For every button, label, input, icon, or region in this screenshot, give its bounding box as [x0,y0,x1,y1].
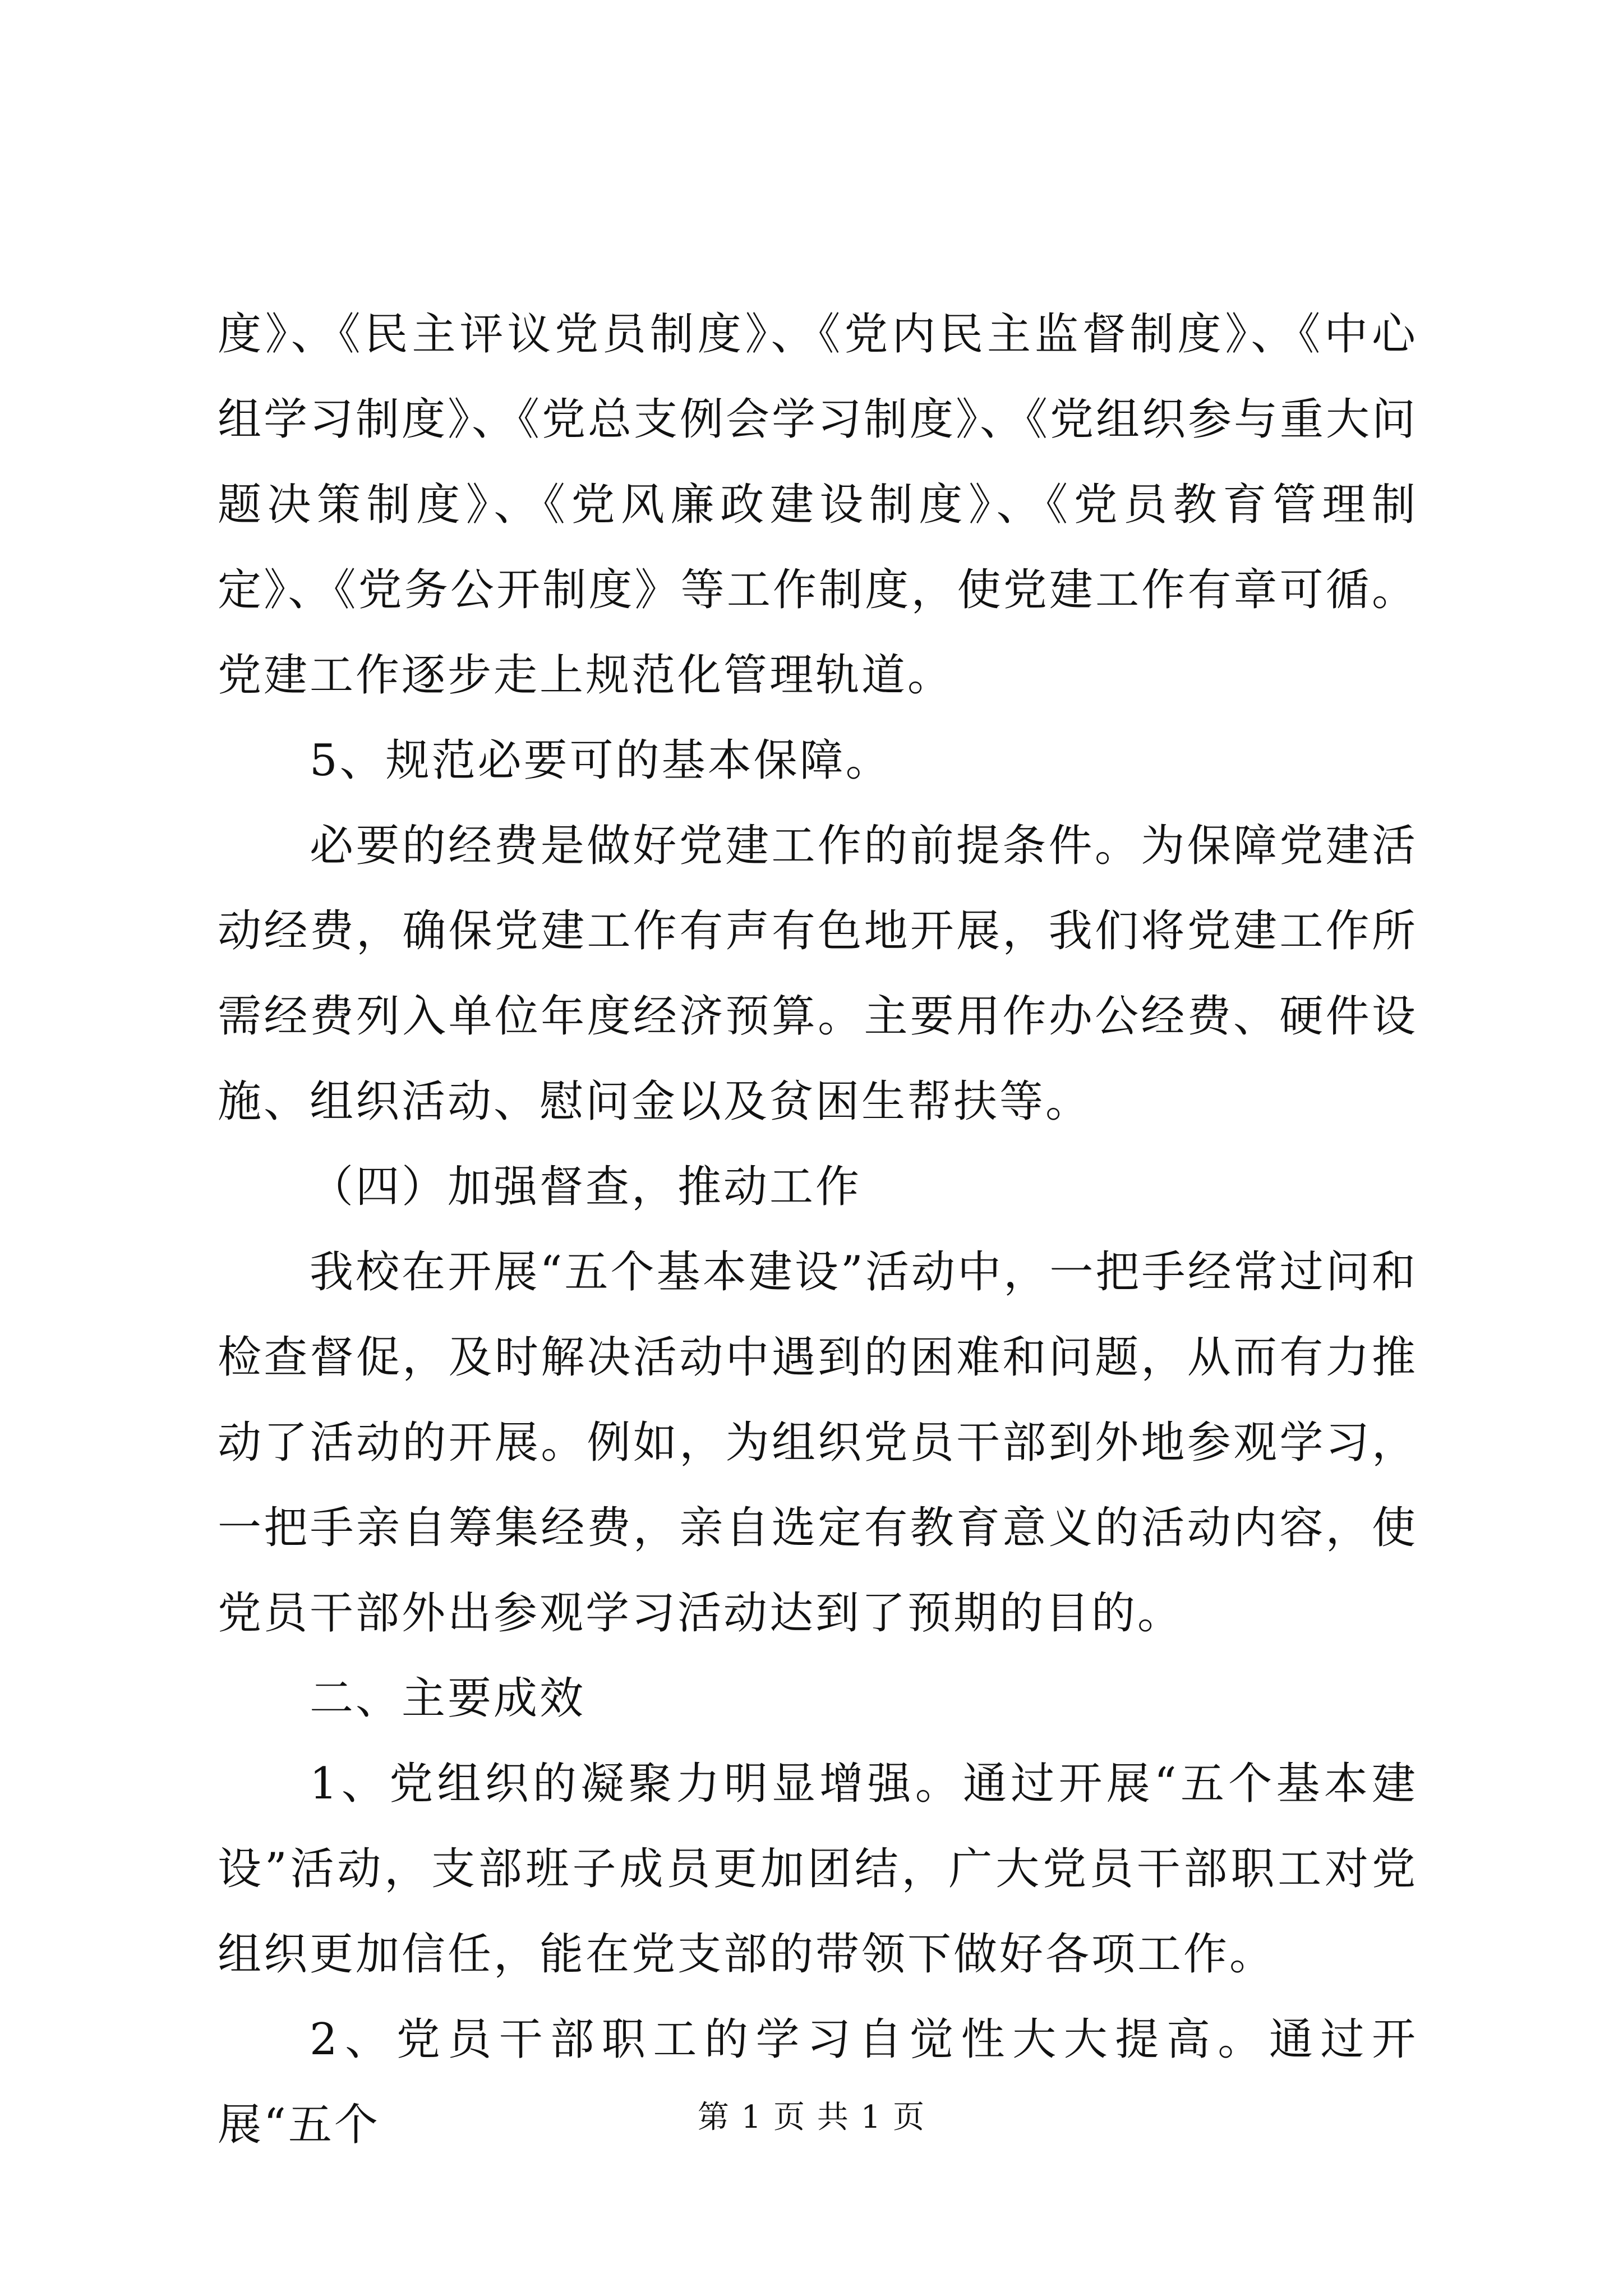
page-footer: 第 1 页 共 1 页 [697,2099,926,2136]
paragraph-heading-results: 二、主要成效 [310,1673,586,1724]
paragraph-result-1: 1、党组织的凝聚力明显增强。通过开展“五个基本建设”活动，支部班子成员更加团结，广大党员干部职工对党组织更加信任，能在党支部的带领下做好各项工作。 [218,1759,1418,1980]
paragraph-supervision: 我校在开展“五个基本建设”活动中，一把手经常过问和检查督促，及时解决活动中遇到的困难和问题，从而有力推动了活动的开展。例如，为组织党员干部到外地参观学习，一把手亲自筹集经费，亲自选定有教育意义的活动内容，使党员干部外出参观学习活动达到了预期的目的。 [218,1247,1418,1639]
paragraph-result-2: 2、党员干部职工的学习自觉性大大提高。通过开展“五个 [218,2014,1418,2150]
paragraph-heading-supervision: （四）加强督查，推动工作 [310,1162,862,1212]
paragraph-funding: 必要的经费是做好党建工作的前提条件。为保障党建活动经费，确保党建工作有声有色地开展，我们将党建工作所需经费列入单位年度经济预算。主要用作办公经费、硬件设施、组织活动、慰问金以及贫困生帮扶等。 [218,821,1418,1127]
paragraph-rules-list: 度》、《民主评议党员制度》、《党内民主监督制度》、《中心组学习制度》、《党总支例会学习制度》、《党组织参与重大问题决策制度》、《党风廉政建设制度》、《党员教育管理制定》、《党务公开制度》等工作制度，使党建工作有章可循。党建工作逐步走上规范化管理轨道。 [218,309,1418,701]
paragraph-heading-guarantee: 5、规范必要可的基本保障。 [310,735,892,786]
document-body [218,292,1418,2168]
